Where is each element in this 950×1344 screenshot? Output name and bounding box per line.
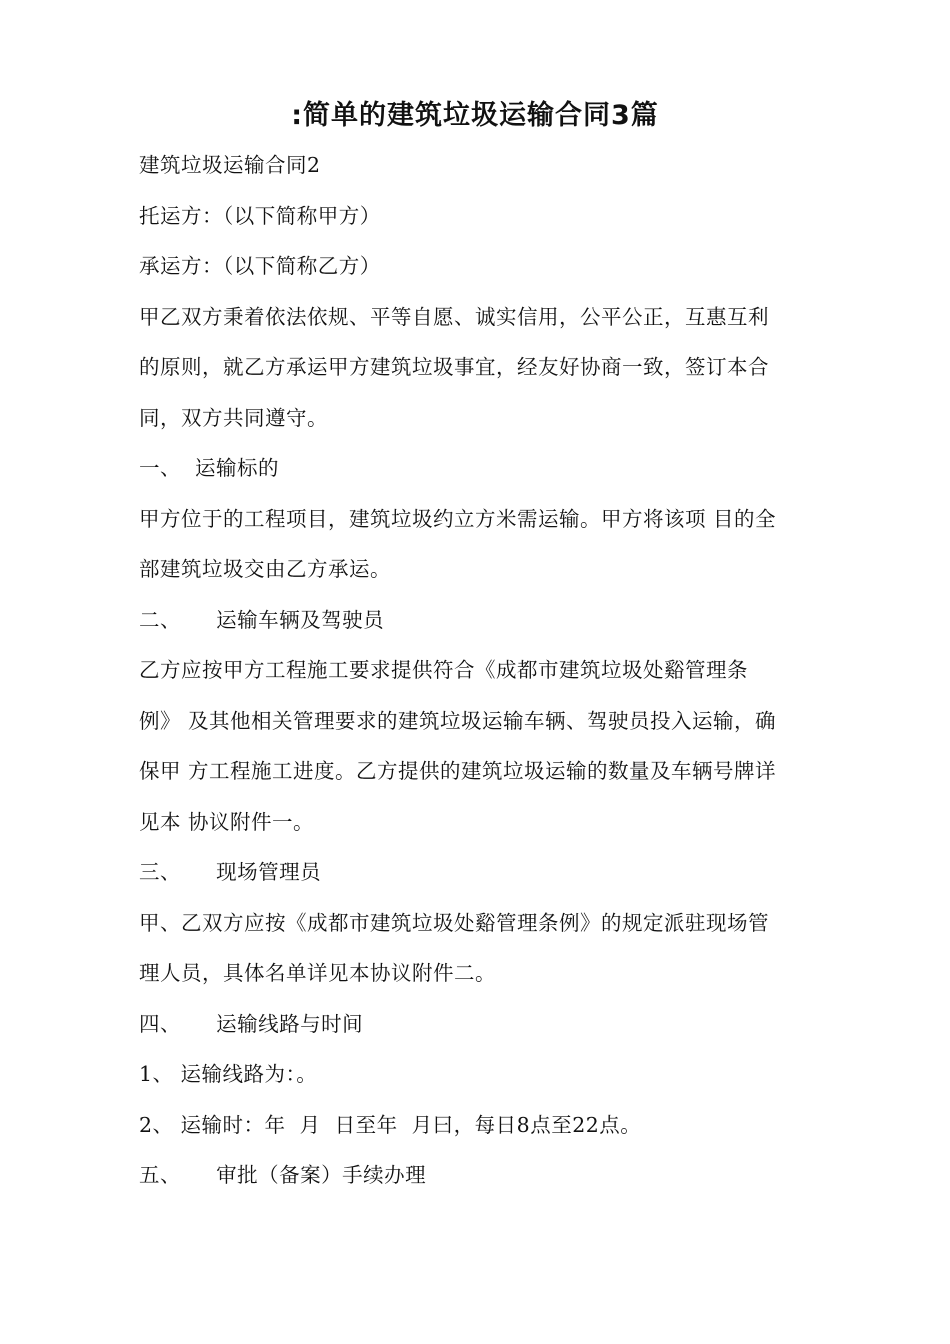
section-heading-1: 一、 运输标的 — [139, 456, 280, 480]
paragraph-line: 同，双方共同遵守。 — [139, 405, 328, 430]
paragraph-line: 甲、乙双方应按《成都市建筑垃圾处谿管理条例》的规定派驻现场管 — [139, 910, 769, 935]
section-heading-3: 三、 现场管理员 — [139, 860, 322, 884]
paragraph-line: 乙方应按甲方工程施工要求提供符合《成都市建筑垃圾处谿管理条 — [139, 658, 748, 682]
list-item-time: 2、 运输时：年 月 日至年 月曰，每日8点至22点。 — [139, 1112, 642, 1137]
paragraph-line: 的原则，就乙方承运甲方建筑垃圾事宜，经友好协商一致，签订本合 — [139, 355, 769, 379]
section-heading-4: 四、 运输线路与时间 — [139, 1011, 364, 1036]
paragraph-line: 例》 及其他相关管理要求的建筑垃圾运输车辆、驾驶员投入运输，确 — [139, 708, 777, 733]
section-heading-5: 五、 审批（备案）手续办理 — [139, 1163, 427, 1187]
paragraph-line: 保甲 方工程施工进度。乙方提供的建筑垃圾运输的数量及车辆号牌详 — [139, 759, 777, 783]
document-title: :简单的建筑垃圾运输合同3篇 — [291, 100, 659, 131]
list-item-route: 1、 运输线路为：。 — [139, 1062, 318, 1086]
document-body — [139, 140, 829, 1201]
paragraph-line: 甲方位于的工程项目，建筑垃圾约立方米需运输。甲方将该项 目的全 — [139, 506, 777, 531]
paragraph-line: 部建筑垃圾交由乙方承运。 — [139, 557, 391, 581]
paragraph-line: 见本 协议附件一。 — [139, 809, 315, 834]
paragraph-line: 甲乙双方秉着依法依规、平等自愿、诚实信用，公平公正，互惠互利 — [139, 304, 769, 329]
carrier-line: 承运方：（以下简称乙方） — [139, 254, 381, 278]
section-heading-2: 二、 运输车辆及驾驶员 — [139, 607, 385, 632]
shipper-line: 托运方：（以下简称甲方） — [139, 203, 381, 228]
paragraph-line: 理人员，具体名单详见本协议附件二。 — [139, 961, 496, 985]
contract-subtitle: 建筑垃圾运输合同2 — [139, 153, 321, 177]
